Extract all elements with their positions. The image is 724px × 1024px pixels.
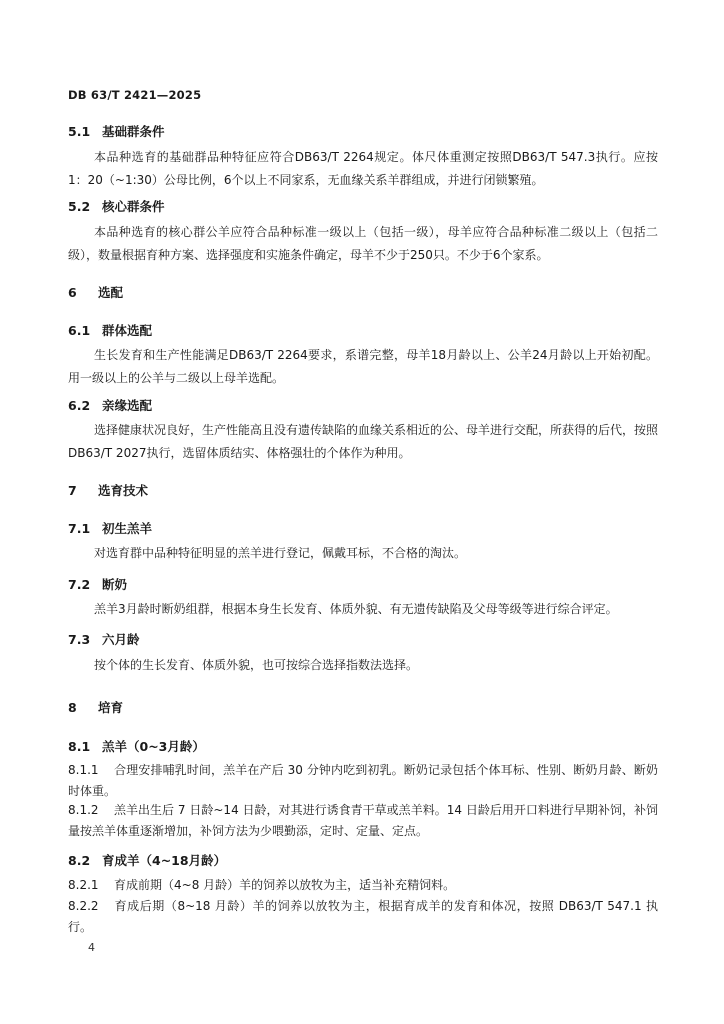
paragraph-7-3: 按个体的生长发育、体质外貌，也可按综合选择指数法选择。 bbox=[94, 658, 419, 672]
page-number: 4 bbox=[88, 941, 95, 954]
heading-number: 6.2 bbox=[68, 398, 91, 413]
heading-number: 5.2 bbox=[68, 199, 91, 214]
heading-7-1 bbox=[68, 519, 152, 537]
heading-title: 培育 bbox=[98, 700, 124, 715]
heading-8-1 bbox=[68, 737, 205, 755]
heading-number: 7.3 bbox=[68, 632, 91, 647]
clause-text: 育成前期（4~8 月龄）羊的饲养以放牧为主，适当补充精饲料。 bbox=[114, 878, 456, 892]
heading-5-1 bbox=[68, 122, 165, 140]
standard-code-header: DB 63/T 2421—2025 bbox=[68, 88, 202, 102]
heading-7-2 bbox=[68, 575, 127, 593]
heading-title: 基础群条件 bbox=[102, 124, 165, 139]
clause-8-2-1 bbox=[68, 875, 658, 896]
heading-number: 7 bbox=[68, 483, 77, 498]
heading-8 bbox=[68, 698, 123, 716]
clause-number: 8.1.2 bbox=[68, 803, 99, 817]
heading-title: 六月龄 bbox=[102, 632, 140, 647]
clause-text: 育成后期（8~18 月龄）羊的饲养以放牧为主，根据育成羊的发育和体况，按照 DB63/T 547.1 执行。 bbox=[68, 899, 658, 934]
clause-text: 合理安排哺乳时间，羔羊在产后 30 分钟内吃到初乳。断奶记录包括个体耳标、性别、断奶月龄、断奶时体重。 bbox=[68, 763, 658, 798]
heading-6-2 bbox=[68, 396, 152, 414]
clause-8-2-2 bbox=[68, 896, 658, 938]
heading-7 bbox=[68, 481, 148, 499]
heading-title: 群体选配 bbox=[102, 323, 153, 338]
heading-6-1 bbox=[68, 321, 152, 339]
heading-number: 8.2 bbox=[68, 853, 91, 868]
clause-8-1-1 bbox=[68, 760, 658, 802]
heading-title: 初生羔羊 bbox=[102, 521, 153, 536]
heading-number: 7.1 bbox=[68, 521, 91, 536]
heading-title: 羔羊（0~3月龄） bbox=[102, 739, 205, 754]
paragraph-7-2: 羔羊3月龄时断奶组群，根据本身生长发育、体质外貌、有无遗传缺陷及父母等级等进行综合评定。 bbox=[94, 602, 618, 616]
heading-number: 7.2 bbox=[68, 577, 91, 592]
paragraph-5-1: 本品种选育的基础群品种特征应符合DB63/T 2264规定。体尺体重测定按照DB63/T 547.3执行。应按1：20（~1:30）公母比例，6个以上不同家系，无血缘关系羊群组成，并进行闭锁繁殖。 bbox=[68, 150, 658, 187]
heading-number: 6 bbox=[68, 285, 77, 300]
heading-7-3 bbox=[68, 630, 140, 648]
clause-text: 羔羊出生后 7 日龄~14 日龄，对其进行诱食青干草或羔羊料。14 日龄后用开口料进行早期补饲，补饲量按羔羊体重逐渐增加，补饲方法为少喂勤添，定时、定量、定点。 bbox=[68, 803, 658, 838]
clause-number: 8.1.1 bbox=[68, 763, 99, 777]
paragraph-6-1: 生长发育和生产性能满足DB63/T 2264要求，系谱完整，母羊18月龄以上、公羊24月龄以上开始初配。用一级以上的公羊与二级以上母羊选配。 bbox=[68, 348, 658, 385]
clause-number: 8.2.2 bbox=[68, 899, 99, 913]
heading-6 bbox=[68, 283, 123, 301]
heading-number: 6.1 bbox=[68, 323, 91, 338]
heading-title: 选育技术 bbox=[98, 483, 149, 498]
heading-8-2 bbox=[68, 851, 226, 869]
paragraph-7-1: 对选育群中品种特征明显的羔羊进行登记，佩戴耳标，不合格的淘汰。 bbox=[94, 546, 467, 560]
clause-number: 8.2.1 bbox=[68, 878, 99, 892]
heading-number: 8.1 bbox=[68, 739, 91, 754]
heading-title: 亲缘选配 bbox=[102, 398, 153, 413]
heading-number: 5.1 bbox=[68, 124, 91, 139]
heading-5-2 bbox=[68, 197, 165, 215]
clause-8-1-2 bbox=[68, 800, 658, 842]
heading-number: 8 bbox=[68, 700, 77, 715]
heading-title: 育成羊（4~18月龄） bbox=[102, 853, 227, 868]
paragraph-6-2: 选择健康状况良好，生产性能高且没有遗传缺陷的血缘关系相近的公、母羊进行交配，所获得的后代，按照DB63/T 2027执行，选留体质结实、体格强壮的个体作为种用。 bbox=[68, 423, 659, 460]
heading-title: 核心群条件 bbox=[102, 199, 165, 214]
heading-title: 断奶 bbox=[102, 577, 128, 592]
paragraph-5-2: 本品种选育的核心群公羊应符合品种标准一级以上（包括一级），母羊应符合品种标准二级以上（包括二级），数量根据育种方案、选择强度和实施条件确定，母羊不少于250只。不少于6个家系。 bbox=[68, 225, 658, 262]
heading-title: 选配 bbox=[98, 285, 124, 300]
